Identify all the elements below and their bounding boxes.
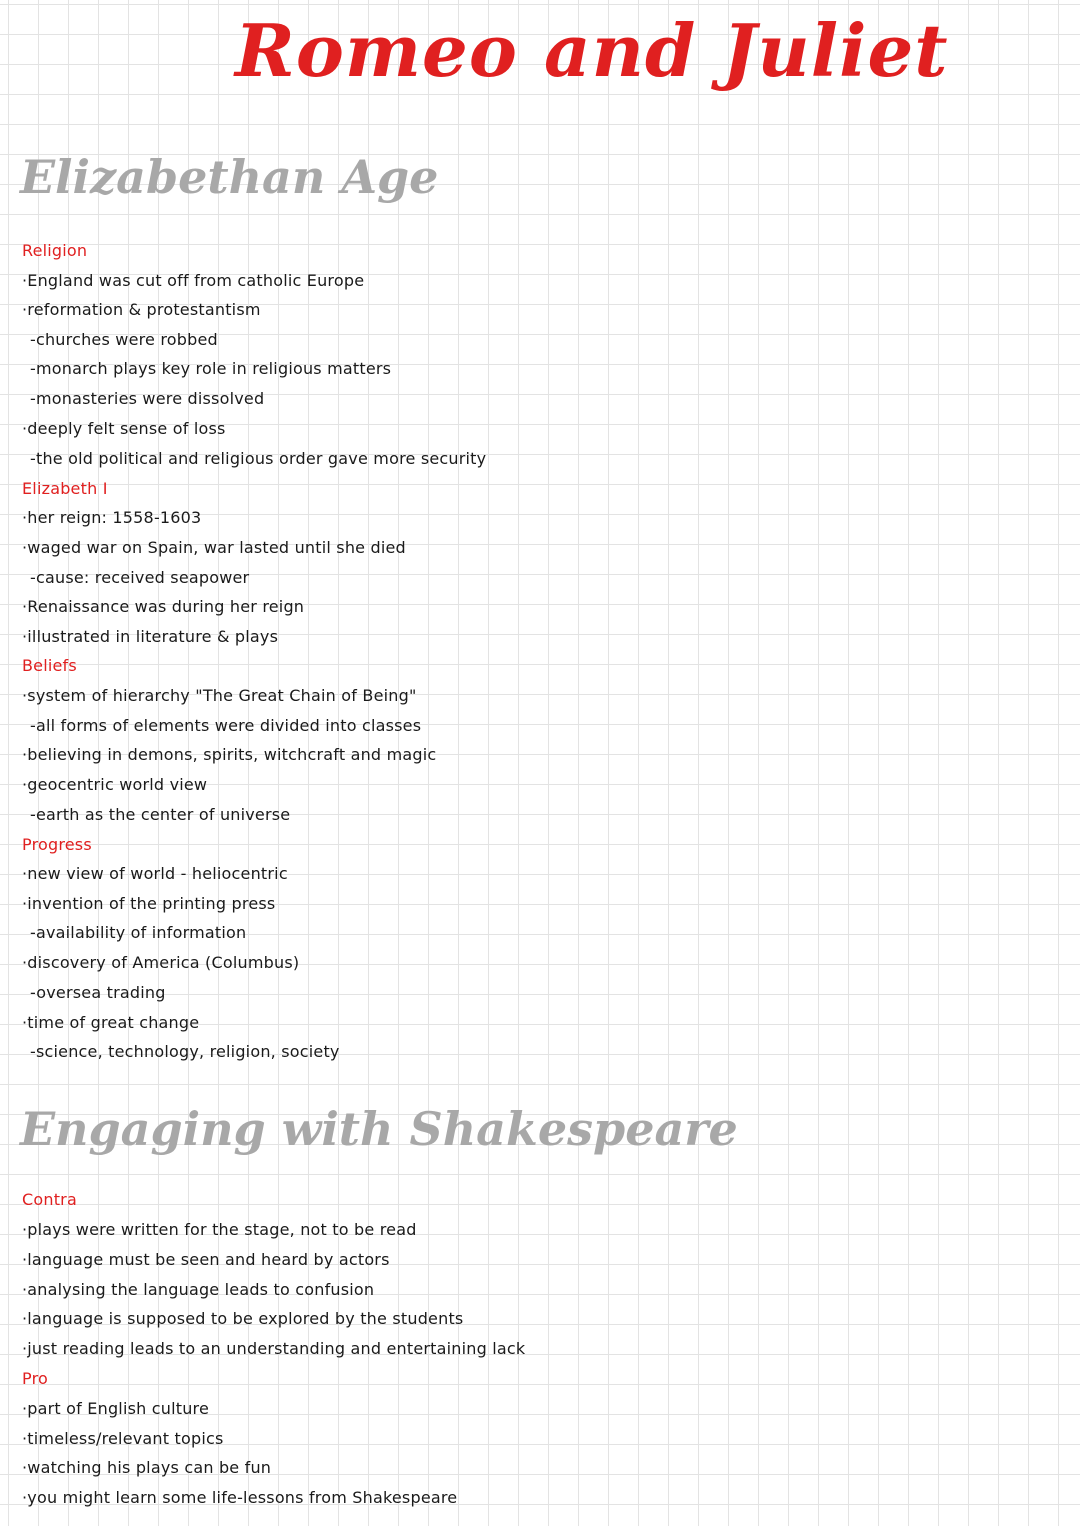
note-line: -earth as the center of universe: [30, 805, 291, 824]
note-line: -monasteries were dissolved: [30, 389, 265, 408]
note-line: -monarch plays key role in religious matters: [30, 359, 392, 378]
label-progress: Progress: [22, 835, 92, 854]
section-heading-engaging-with-shakespeare: Engaging with Shakespeare: [20, 1102, 738, 1156]
note-line: ·plays were written for the stage, not to be read: [22, 1220, 417, 1239]
note-line: ·just reading leads to an understanding and entertaining lack: [22, 1339, 526, 1358]
note-line: ·time of great change: [22, 1013, 200, 1032]
note-line: ·new view of world - heliocentric: [22, 864, 288, 883]
note-line: ·deeply felt sense of loss: [22, 419, 226, 438]
label-beliefs: Beliefs: [22, 656, 77, 675]
note-line: ·her reign: 1558-1603: [22, 508, 202, 527]
page-title: Romeo and Juliet: [235, 8, 949, 93]
note-line: ·waged war on Spain, war lasted until she died: [22, 538, 406, 557]
note-line: -churches were robbed: [30, 330, 218, 349]
note-line: ·system of hierarchy "The Great Chain of Being": [22, 686, 417, 705]
note-line: ·analysing the language leads to confusion: [22, 1280, 375, 1299]
note-line: ·discovery of America (Columbus): [22, 953, 300, 972]
note-line: ·language is supposed to be explored by the students: [22, 1309, 464, 1328]
note-line: ·geocentric world view: [22, 775, 208, 794]
note-line: ·believing in demons, spirits, witchcraft and magic: [22, 745, 437, 764]
note-line: ·illustrated in literature & plays: [22, 627, 279, 646]
note-line: -oversea trading: [30, 983, 166, 1002]
note-line: -cause: received seapower: [30, 568, 250, 587]
note-line: -science, technology, religion, society: [30, 1042, 340, 1061]
note-line: -all forms of elements were divided into classes: [30, 716, 422, 735]
label-contra: Contra: [22, 1190, 77, 1209]
note-line: ·Renaissance was during her reign: [22, 597, 305, 616]
note-line: ·you might learn some life-lessons from Shakespeare: [22, 1488, 458, 1507]
note-line: ·invention of the printing press: [22, 894, 276, 913]
section-heading-elizabethan-age: Elizabethan Age: [20, 150, 439, 204]
label-pro: Pro: [22, 1369, 48, 1388]
note-line: ·timeless/relevant topics: [22, 1429, 224, 1448]
note-line: ·reformation & protestantism: [22, 300, 261, 319]
note-line: ·part of English culture: [22, 1399, 210, 1418]
note-line: ·watching his plays can be fun: [22, 1458, 272, 1477]
note-line: ·England was cut off from catholic Europe: [22, 271, 365, 290]
note-line: -availability of information: [30, 923, 247, 942]
label-elizabeth-i: Elizabeth I: [22, 479, 108, 498]
note-line: ·language must be seen and heard by actors: [22, 1250, 390, 1269]
note-line: -the old political and religious order gave more security: [30, 449, 487, 468]
label-religion: Religion: [22, 241, 88, 260]
